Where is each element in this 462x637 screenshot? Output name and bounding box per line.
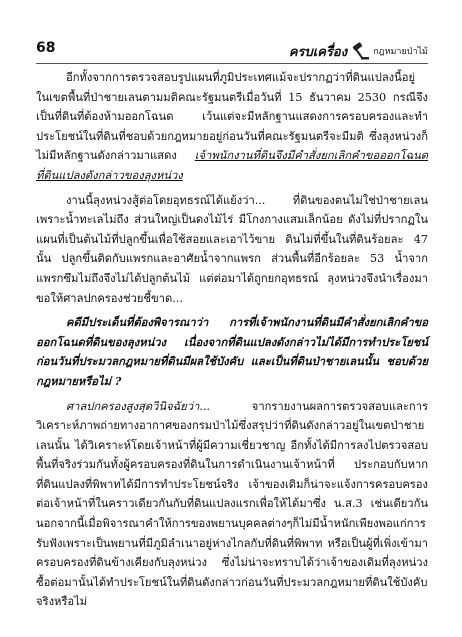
brand-subtitle: กฎหมายป่าไม้ (373, 47, 428, 57)
page-number: 68 (36, 40, 56, 56)
court-ruling-lead: ศาลปกครองสูงสุดวินิจฉัยว่า... (66, 399, 211, 413)
paragraph-1-emphasis: เจ้าพนักงานที่ดินจึงมีคำสั่งยกเลิกคำขอออกโฉนดที่ดินแปลงดังกล่าวของลุงหน่วง (36, 149, 428, 182)
paragraph-4 (36, 397, 428, 613)
gavel-icon (350, 41, 370, 61)
paragraph-4-text: จากรายงานผลการตรวจสอบและการวิเคราะห์ภาพถ่ายทางอากาศของกรมป่าไม้ซึ่งสรุปว่าที่ดินดังกล่าวอยู่ในเขตป่าชายเลนนั้น ได้วิเคราะห์โดยเจ้าหน้าที่ผู้มีความเชี่ยวชาญ อีกทั้งได้มีการลงไปตรวจสอบพื้นที่จริงร่วมกันทั้งผู้ครอบครองที่ดินในการดำเนินงานเจ้าหน้าที่ ประกอบกับหากที่ดินแปลงที่พิพาทได้มีการทำประโยชน์จริง เจ้าของเดิมก็น่าจะแจ้งการครอบครองต่อเจ้าหน้าที่ในคราวเดียวกันกับที่ดินแปลงแรกเพื่อให้ได้มาซึ่ง น.ส.3 เช่นเดียวกัน นอกจากนี้เมื่อพิจารณาคำให้การของพยานบุคคลต่างๆก็ไม่มีน้ำหนักเพียงพอแก่การรับฟังเพราะเป็นพยานที่มีภูมิลำเนาอยู่ห่างไกลกับที่ดินที่พิพาท หรือเป็นผู้ที่เพิ่งเข้ามาครอบครองที่ดินข้างเคียงกับลุงหน่วง ซึ่งไม่น่าจะทราบได้ว่าเจ้าของเดิมที่ลุงหน่วงซื้อต่อมานั้นได้ทำประโยชน์ในที่ดินดังกล่าวก่อนวันที่ประมวลกฎหมายที่ดินใช้บังคับจริงหรือไม่ (36, 399, 428, 609)
book-brand (289, 40, 428, 62)
page-header (36, 40, 428, 62)
body-text (36, 68, 428, 617)
paragraph-1 (36, 68, 428, 186)
paragraph-1-text: อีกทั้งจากการตรวจสอบรูปแผนที่ภูมิประเทศแม้จะปรากฏว่าที่ดินแปลงนี้อยู่ในเขตพื้นที่ป่าชายเลนตามมติคณะรัฐมนตรีเมื่อวันที่ 15 ธันวาคม 2530 กรณีจึงเป็นที่ดินที่ต้องห้ามออกโฉนด เว้นแต่จะมีหลักฐานแสดงการครอบครองและทำประโยชน์ในที่ดินที่ชอบด้วยกฎหมายอยู่ก่อนวันที่คณะรัฐมนตรีจะมีมติ ซึ่งลุงหน่วงก็ไม่มีหลักฐานดังกล่าวมาแสดง (36, 71, 428, 163)
brand-title: ครบเครื่อง (288, 44, 348, 60)
header-divider (36, 63, 428, 64)
issue-statement: คดีมีประเด็นที่ต้องพิจารณาว่า การที่เจ้าพนักงานที่ดินมีคำสั่งยกเลิกคำขอออกโฉนดที่ดินของลุงหน่วง เนื่องจากที่ดินแปลงดังกล่าวไม่ได้มีการทำประโยชน์ก่อนวันที่ประมวลกฎหมายที่ดินมีผลใช้บังคับ และเป็นที่ดินป่าชายเลนนั้น ชอบด้วยกฎหมายหรือไม่ ? (36, 315, 428, 388)
paragraph-2: งานนี้ลุงหน่วงสู้ต่อโดยอุทธรณ์ได้แย้งว่า... ที่ดินของตนไม่ใช่ป่าชายเลนเพราะน้ำทะเลไม่ถึง ส่วนใหญ่เป็นดงไม้ไร่ มีโกงกางแสมเล็กน้อย ดังไม่ที่ปรากฏในแผนที่เป็นต้นไม้ที่ปลูกขึ้นเพื่อใช้สอยและเอาไว้ขาย ดินไม่ที่ขึ้นในที่ดินร้อยละ 47 นั้น ปลูกขึ้นติดกับแพรกและอาศัยน้ำจากแพรก ส่วนพื้นที่อีกร้อยละ 53 น้ำจากแพรกซึมไม่ถึงจึงไม่ได้ปลูกต้นไม้ แต่ต่อมาได้ถูกยกอุทธรณ์ ลุงหน่วงจึงนำเรื่องมาขอให้ศาลปกครองช่วยชี้ขาด... (36, 193, 428, 305)
